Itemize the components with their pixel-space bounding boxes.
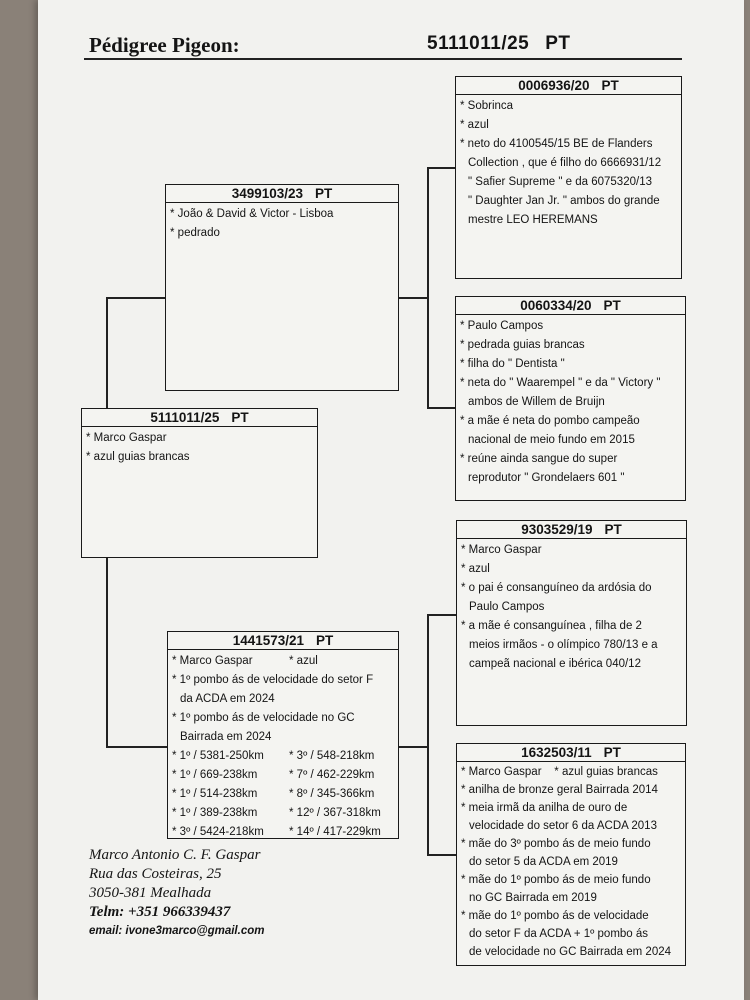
ring-number: 0006936/20 [518,78,590,93]
info-line: * 1º pombo ás de velocidade no GC [172,712,355,724]
ring-number: 1632503/11 [521,745,592,760]
card-ring-header [457,744,685,762]
info-line: " Safier Supreme " e da 6075320/13 [468,176,652,188]
connector-sire-out [398,297,428,299]
info-line: mestre LEO HEREMANS [468,214,598,226]
info-line: * reúne ainda sangue do super [460,453,618,465]
info-line: Bairrada em 2024 [180,731,272,743]
pigeon-card-sire-sire [455,76,682,279]
ring-number: 5111011/25 [150,410,220,425]
ring-country: PT [603,298,621,313]
info-line: do setor F da ACDA + 1º pombo ás [469,928,649,940]
ring-number: 9303529/19 [521,522,593,537]
info-line: * Paulo Campos [460,320,544,332]
connector-dam-out [398,746,428,748]
info-line: * filha do " Dentista " [460,358,565,370]
card-ring-header [457,521,686,539]
info-line: * o pai é consanguíneo da ardósia do [461,582,652,594]
info-line: reprodutor " Grondelaers 601 " [468,472,625,484]
ring-country: PT [603,745,621,760]
info-line: Collection , que é filho do 6666931/12 [468,157,662,169]
info-line: * a mãe é consanguínea , filha de 2 [461,620,642,632]
connector-subject-dam-h [106,746,168,748]
info-line: * anilha de bronze geral Bairrada 2014 [461,784,658,796]
connector-subject-sire [106,297,108,411]
connector-subject-sire-h [106,297,166,299]
breeder-email: email: ivone3marco@gmail.com [89,925,265,937]
info-line: * Marco Gaspar [461,544,542,556]
info-line: * pedrado [170,227,220,239]
info-line: no GC Bairrada em 2019 [469,892,597,904]
owner-color-line [172,652,394,671]
pigeon-card-dam-sire [456,520,687,726]
connector-dam-sire-h [427,614,456,616]
info-line: * mãe do 3º pombo ás de meio fundo [461,838,651,850]
page-title: Pédigree Pigeon: [89,33,240,57]
info-line: Paulo Campos [469,601,545,613]
info-line: meios irmãos - o olímpico 780/13 e a [469,639,658,651]
race-results [172,747,394,842]
info-line: * azul guias brancas [86,451,190,463]
header-country: PT [545,33,571,54]
info-line: ambos de Willem de Bruijn [468,396,605,408]
breeder-name: Marco Antonio C. F. Gaspar [89,847,261,863]
result-item: * 12º / 367-318km [289,807,381,819]
connector-dam-dam-h [427,854,457,856]
breeder-city: 3050-381 Mealhada [89,885,212,901]
ring-country: PT [316,633,334,648]
info-line: nacional de meio fundo em 2015 [468,434,635,446]
result-item: * 1º / 669-238km [172,769,258,781]
ring-country: PT [231,410,249,425]
ring-country: PT [601,78,619,93]
card-ring-header [82,409,317,427]
info-line: do setor 5 da ACDA em 2019 [469,856,618,868]
ring-number: 1441573/21 [232,633,305,648]
owner: * Marco Gaspar [172,655,253,667]
card-ring-header [456,297,685,315]
result-item: * 7º / 462-229km [289,769,375,781]
connector-sire-dam-h [427,407,456,409]
info-line: * meia irmã da anilha de ouro de [461,802,628,814]
info-line: * neto do 4100545/15 BE de Flanders [460,138,653,150]
result-item: * 3º / 548-218km [289,750,375,762]
breeder-street: Rua das Costeiras, 25 [89,866,222,882]
pigeon-card-dam-dam [456,743,686,966]
info-line: campeã nacional e ibérica 040/12 [469,658,641,670]
connector-subject-dam [106,557,108,747]
card-ring-header [166,185,398,203]
pigeon-card-dam [167,631,399,839]
header-underline [84,58,682,60]
ring-number: 3499103/23 [231,186,304,201]
connector-sire-vertical [427,167,429,408]
result-item: * 3º / 5424-218km [172,826,264,838]
info-line: velocidade do setor 6 da ACDA 2013 [469,820,657,832]
info-line: * mãe do 1º pombo ás de meio fundo [461,874,651,886]
info-line: * azul [460,119,489,131]
result-item: * 14º / 417-229km [289,826,381,838]
info-line: * Marco Gaspar [86,432,167,444]
info-line: " Daughter Jan Jr. " ambos do grande [468,195,660,207]
breeder-phone: Telm: +351 966339437 [89,904,231,920]
info-line: * mãe do 1º pombo ás de velocidade [461,910,649,922]
info-line: * pedrada guias brancas [460,339,585,351]
info-line: * Marco Gaspar * azul guias brancas [461,766,658,778]
result-item: * 1º / 5381-250km [172,750,264,762]
color: * azul [289,655,318,667]
info-line: * João & David & Victor - Lisboa [170,208,334,220]
info-line: * 1º pombo ás de velocidade do setor F [172,674,374,686]
info-line: da ACDA em 2024 [180,693,275,705]
ring-country: PT [315,186,333,201]
card-ring-header [456,77,681,95]
pigeon-card-sire [165,184,399,391]
header-ring-number [427,33,571,55]
info-line: * a mãe é neta do pombo campeão [460,415,640,427]
result-item: * 1º / 389-238km [172,807,258,819]
info-line: * neta do " Waarempel " e da " Victory " [460,377,661,389]
pigeon-card-subject [81,408,318,558]
info-line: de velocidade no GC Bairrada em 2024 [469,946,672,958]
info-line: * azul [461,563,490,575]
connector-sire-sire-h [427,167,456,169]
info-line: * Sobrinca [460,100,514,112]
breeder-address [89,846,264,941]
pigeon-card-sire-dam [455,296,686,501]
ring-number: 0060334/20 [520,298,592,313]
result-item: * 8º / 345-366km [289,788,375,800]
ring-country: PT [604,522,622,537]
result-item: * 1º / 514-238km [172,788,258,800]
header-ring: 5111011/25 [427,33,530,54]
card-ring-header [168,632,398,650]
connector-dam-vertical [427,614,429,855]
